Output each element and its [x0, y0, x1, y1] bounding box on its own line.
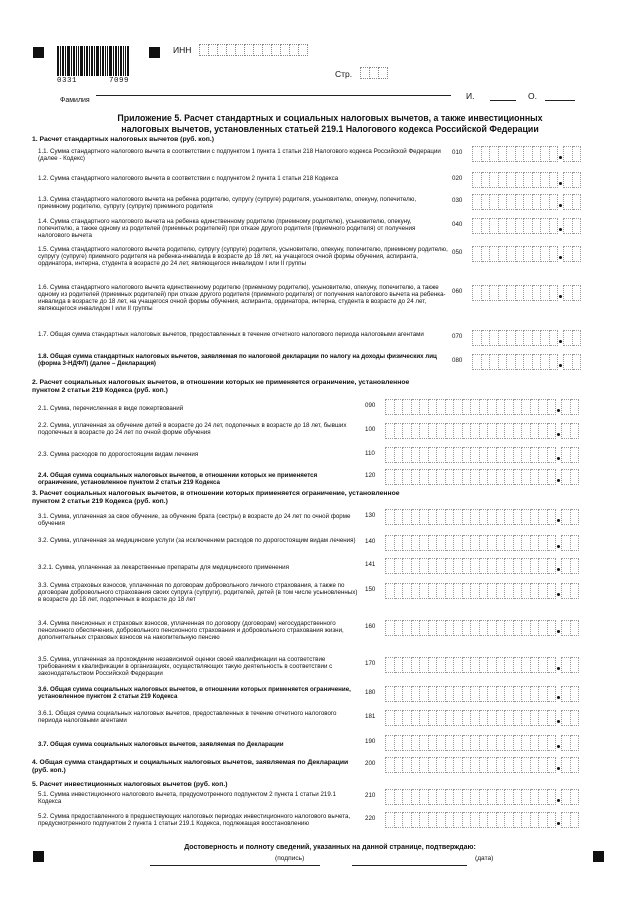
- amount-field-040[interactable]: [472, 218, 581, 234]
- line-code: 030: [452, 197, 463, 204]
- line-code: 120: [365, 472, 376, 479]
- section-heading: 1. Расчет стандартных налоговых вычетов (руб. коп.): [32, 136, 214, 143]
- line-code: 100: [365, 426, 376, 433]
- row-label: 2.3. Сумма расходов по дорогостоящим видам лечения: [38, 451, 199, 458]
- inn-label: ИНН: [173, 45, 192, 55]
- row-label: 5.2. Сумма предоставленного в предшествующих налоговых периодах инвестиционного налогового вычета, предусмотренного подпунктом 2 пункта 1 статьи 219.1 Кодекса, подлежащая восстановлению: [38, 813, 351, 828]
- row-label: 1.7. Общая сумма стандартных налоговых вычетов, предоставленных в течение отчетного налогового периода налоговыми агентами: [38, 331, 424, 338]
- row-label: 3.1. Сумма, уплаченная за свое обучение, за обучение брата (сестры) в возрасте до 24 лет по очной форме обучения: [38, 513, 351, 528]
- line-code: 220: [365, 815, 376, 822]
- row-label: 2.4. Общая сумма социальных налоговых вычетов, в отношении которых не применяется ограничение, установленное пунктом 2 статьи 219 Кодекса: [38, 472, 318, 487]
- amount-field-060[interactable]: [472, 285, 581, 301]
- section-heading: 5. Расчет инвестиционных налоговых вычетов (руб. коп.): [32, 781, 228, 788]
- row-label: 3.7. Общая сумма социальных налоговых вычетов, заявляемая по Декларации: [38, 741, 284, 748]
- section-heading: 3. Расчет социальных налоговых вычетов, в отношении которых применяется ограничение, установленное пунктом 2 статьи 219 Кодекса (руб. коп.): [32, 490, 400, 505]
- row-label: 1.5. Сумма стандартного налогового вычета родителю, супругу (супруге) родителя, усыновителю, опекуну, попечителю, приемному родителю, супругу (супруге) приемного родителя на ребенка-инвалида в возрасте до 18 лет, на учащегося очной формы обучения, аспиранта, ординатора, интерна, студента в возрасте до 24 лет, являющегося инвалидом I или II группы: [38, 246, 448, 268]
- barcode-digits-right: 7099: [108, 77, 129, 85]
- row-label: 1.8. Общая сумма стандартных налоговых вычетов, заявляемая по налоговой декларации по налогу на доходы физических лиц (форма 3-НДФЛ) (далее – Декларация): [38, 353, 437, 368]
- amount-field-140[interactable]: [385, 535, 579, 551]
- amount-field-170[interactable]: [385, 657, 579, 673]
- surname-field[interactable]: [96, 95, 451, 96]
- row-label: 2.1. Сумма, перечисленная в виде пожертвований: [38, 405, 184, 412]
- line-code: 060: [452, 288, 463, 295]
- initial-i-field[interactable]: [490, 100, 516, 101]
- amount-field-190[interactable]: [385, 735, 579, 751]
- line-code: 050: [452, 249, 463, 256]
- line-code: 010: [452, 149, 463, 156]
- line-code: 150: [365, 586, 376, 593]
- row-label: 1.6. Сумма стандартного налогового вычета единственному родителю (приемному родителю), усыновителю, опекуну, попечителю, а также одному из родителей (приемных родителей) при отказе другого родителя (приемного родителя) от получения налогового вычета на ребенка-инвалида в возрасте до 18 лет, на учащегося очной формы обучения, аспиранта, ординатора, интерна, студента в возрасте до 24 лет, являющегося инвалидом I или II группы: [38, 284, 446, 313]
- page-title-line-1: Приложение 5. Расчет стандартных и социальных налоговых вычетов, а также инвестиционных: [117, 113, 543, 123]
- line-code: 090: [365, 402, 376, 409]
- line-code: 181: [365, 713, 376, 720]
- signature-field[interactable]: [150, 865, 320, 866]
- amount-field-210[interactable]: [385, 789, 579, 805]
- row-label: 4. Общая сумма стандартных и социальных налоговых вычетов, заявляемая по Декларации (руб. коп.): [32, 759, 349, 774]
- line-code: 160: [365, 623, 376, 630]
- confirmation-caption: Достоверность и полноту сведений, указанных на данной странице, подтверждаю:: [184, 844, 476, 851]
- amount-field-090[interactable]: [385, 399, 579, 415]
- page-title-line-2: налоговых вычетов, установленных статьей 219.1 Налогового кодекса Российской Федерации: [121, 123, 539, 134]
- barcode-digits-left: 0331: [57, 77, 78, 85]
- amount-field-200[interactable]: [385, 757, 579, 773]
- row-label: 3.6.1. Общая сумма социальных налоговых вычетов, предоставленных в течение отчетного налогового периода налоговыми агентами: [38, 710, 337, 725]
- amount-field-180[interactable]: [385, 686, 579, 702]
- amount-field-030[interactable]: [472, 194, 581, 210]
- row-label: 2.2. Сумма, уплаченная за обучение детей в возрасте до 24 лет, подопечных в возрасте до 18 лет, бывших подопечных в возрасте до 24 лет по очной форме обучения: [38, 422, 347, 437]
- registration-marker-top-right: [149, 47, 160, 58]
- row-label: 5.1. Сумма инвестиционного налогового вычета, предусмотренного подпунктом 2 пункта 1 статьи 219.1 Кодекса: [38, 791, 336, 806]
- page-label: Стр.: [335, 69, 353, 79]
- amount-field-130[interactable]: [385, 509, 579, 525]
- surname-label: Фамилия: [60, 97, 90, 104]
- line-code: 200: [365, 760, 376, 767]
- row-label: 1.2. Сумма стандартного налогового вычета в соответствии с подпунктом 2 пункта 1 статьи 218 Кодекса: [38, 175, 339, 182]
- line-code: 141: [365, 561, 376, 568]
- barcode-digits: [57, 77, 129, 86]
- registration-marker-bottom-right: [593, 851, 604, 862]
- row-label: 3.2.1. Сумма, уплаченная за лекарственные препараты для медицинского применения: [38, 564, 289, 571]
- line-code: 020: [452, 175, 463, 182]
- signature-label: (подпись): [275, 855, 305, 862]
- line-code: 130: [365, 512, 376, 519]
- initial-o-field[interactable]: [545, 100, 575, 101]
- row-label: 3.4. Сумма пенсионных и страховых взносов, уплаченная по договору (договорам) негосударственного пенсионного обеспечения, добровольного пенсионного страхования и добровольного страхования жизни, дополнительных страховых взносов на накопительную пенсию: [38, 620, 344, 642]
- inn-field[interactable]: [199, 44, 308, 56]
- amount-field-160[interactable]: [385, 620, 579, 636]
- line-code: 110: [365, 450, 375, 457]
- line-code: 180: [365, 689, 376, 696]
- line-code: 190: [365, 738, 376, 745]
- barcode-image: [57, 46, 129, 76]
- registration-marker-bottom-left: [33, 851, 44, 862]
- row-label: 1.3. Сумма стандартного налогового вычета на ребенка родителю, супругу (супруге) родителя, усыновителю, опекуну, попечителю, приемному родителю, супругу (супруге) приемного родителя: [38, 196, 417, 211]
- line-code: 080: [452, 357, 463, 364]
- row-label: 1.1. Сумма стандартного налогового вычета в соответствии с подпунктом 1 пункта 1 статьи 218 Налогового кодекса Российской Федерации (далее - Кодекс): [38, 148, 441, 163]
- row-label: 3.6. Общая сумма социальных налоговых вычетов, в отношении которых применяется ограничение, установленное пунктом 2 статьи 219 Кодекса: [38, 686, 351, 701]
- amount-field-010[interactable]: [472, 146, 581, 162]
- amount-field-080[interactable]: [472, 354, 581, 370]
- section-heading: 2. Расчет социальных налоговых вычетов, в отношении которых не применяется ограничение, установленное пунктом 2 статьи 219 Кодекса (руб. коп.): [32, 379, 410, 394]
- date-field[interactable]: [352, 865, 467, 866]
- amount-field-020[interactable]: [472, 172, 581, 188]
- amount-field-050[interactable]: [472, 246, 581, 262]
- row-label: 3.5. Сумма, уплаченная за прохождение независимой оценки своей квалификации на соответствие требованиям к квалификации в организациях, осуществляющих такую деятельность в соответствии с законодательством Российской Федерации: [38, 656, 333, 678]
- page-title: [60, 113, 600, 135]
- amount-field-070[interactable]: [472, 330, 581, 346]
- line-code: 170: [365, 660, 376, 667]
- amount-field-181[interactable]: [385, 710, 579, 726]
- row-label: 3.3. Сумма страховых взносов, уплаченная по договорам добровольного личного страхования, а также по договорам добровольного страхования своих супруга (супруги), родителей, детей (в том числе усыновленных) в возрасте до 18 лет, подопечных в возрасте до 18 лет: [38, 582, 358, 604]
- date-label: (дата): [475, 855, 494, 862]
- amount-field-150[interactable]: [385, 583, 579, 599]
- initial-o-label: О.: [528, 91, 537, 101]
- amount-field-220[interactable]: [385, 812, 579, 828]
- row-label: 1.4. Сумма стандартного налогового вычета на ребенка единственному родителю (приемному родителю), усыновителю, опекуну, попечителю, а также одному из родителей (приемных родителей) при отказе другого родителя (приемного родителя) от получения налогового вычета: [38, 218, 416, 240]
- line-code: 140: [365, 538, 376, 545]
- page-number-field[interactable]: [360, 67, 388, 79]
- amount-field-110[interactable]: [385, 447, 579, 463]
- initial-i-label: И.: [466, 91, 475, 101]
- amount-field-141[interactable]: [385, 558, 579, 574]
- amount-field-120[interactable]: [385, 469, 579, 485]
- amount-field-100[interactable]: [385, 423, 579, 439]
- line-code: 040: [452, 221, 463, 228]
- line-code: 070: [452, 333, 463, 340]
- row-label: 3.2. Сумма, уплаченная за медицинские услуги (за исключением расходов по дорогостоящим видам лечения): [38, 537, 356, 544]
- line-code: 210: [365, 792, 376, 799]
- registration-marker-top-left: [33, 47, 44, 58]
